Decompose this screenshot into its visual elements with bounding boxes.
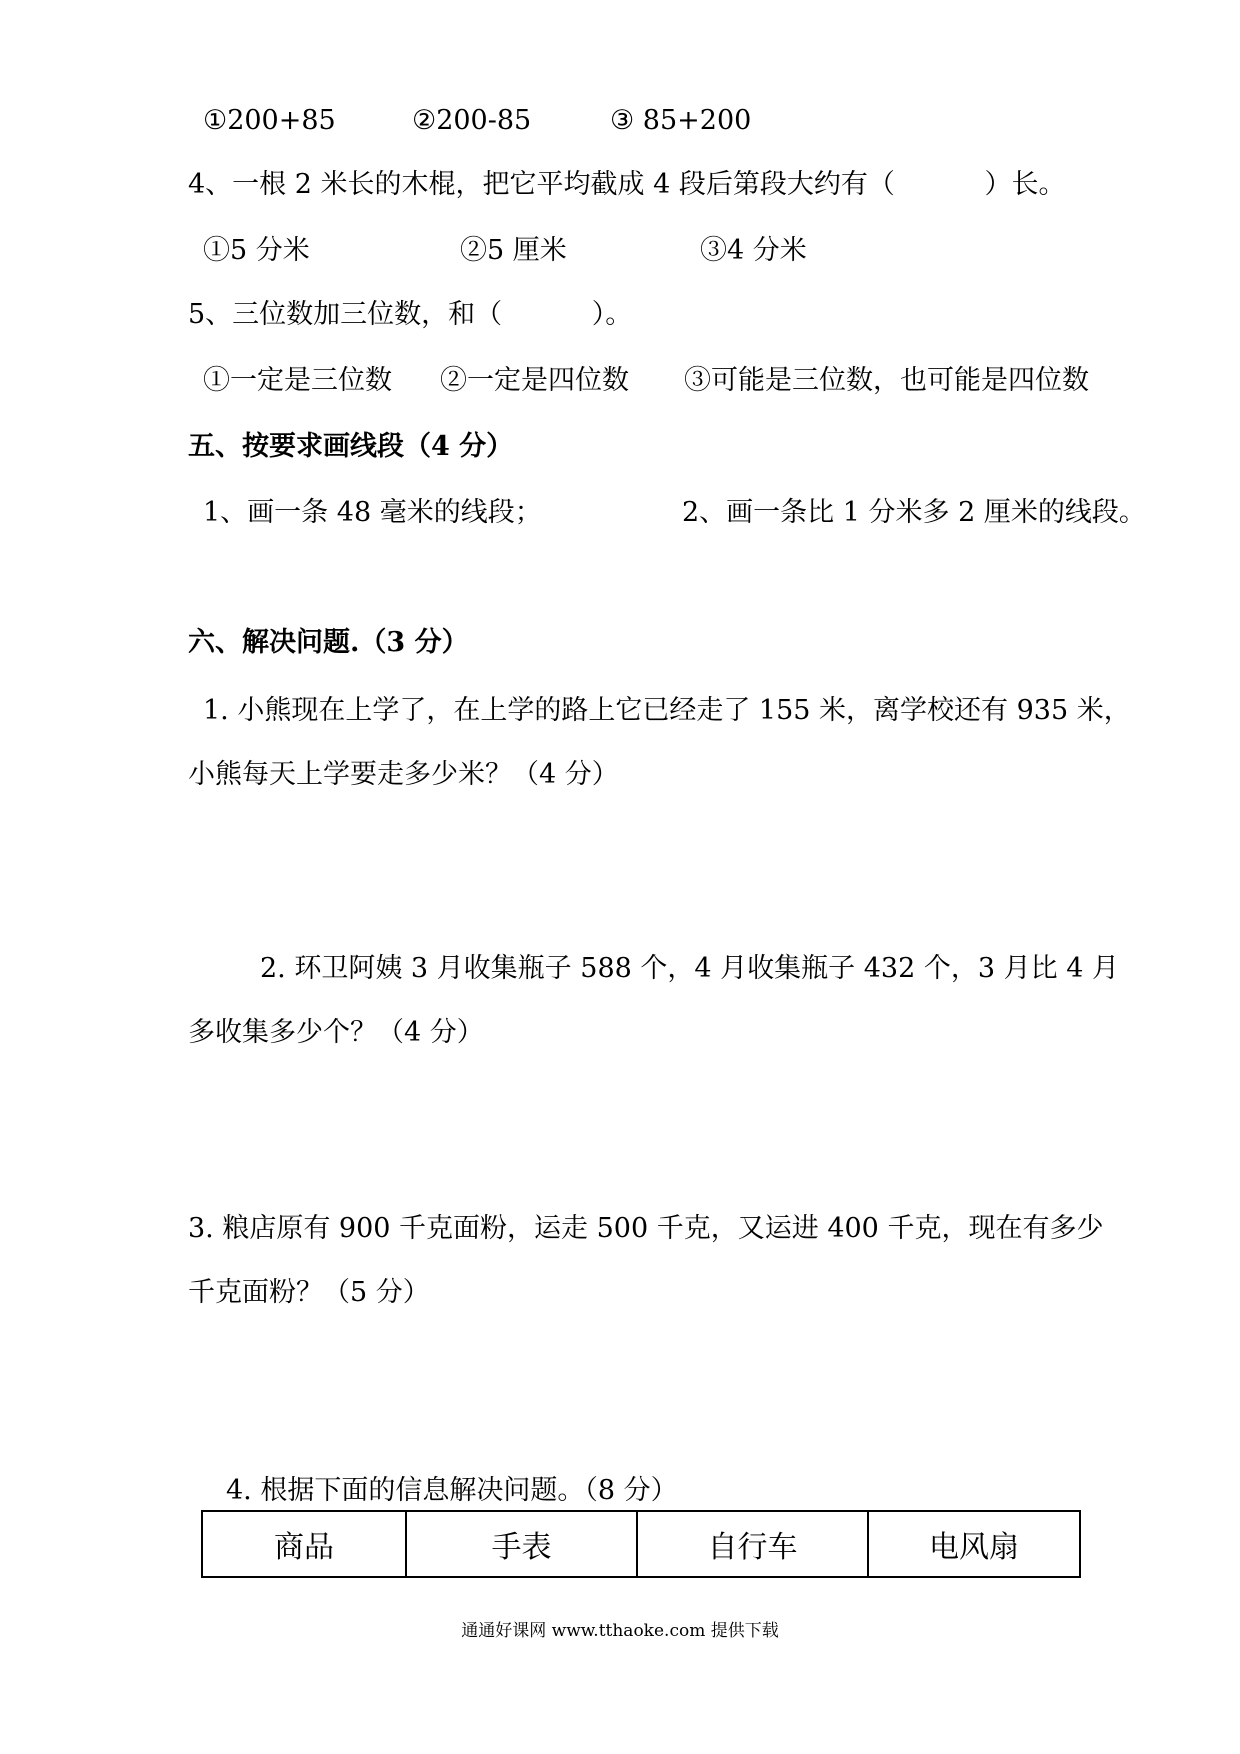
- table-header-cell: 手表: [406, 1511, 637, 1577]
- q5-option-2: ②一定是四位数: [440, 365, 629, 396]
- problem2-line1: 2. 环卫阿姨 3 月收集瓶子 588 个，4 月收集瓶子 432 个，3 月比 4 月: [260, 953, 1119, 984]
- q5-option-1: ①一定是三位数: [203, 365, 392, 396]
- q3-option-1: ①200+85: [203, 105, 336, 136]
- q4-option-2: ②5 厘米: [460, 235, 567, 266]
- section5-item-2: 2、画一条比 1 分米多 2 厘米的线段。: [682, 497, 1146, 528]
- footer-watermark: 通通好课网 www.tthaoke.com 提供下载: [461, 1621, 779, 1641]
- q5-stem: 5、三位数加三位数，和（ ）。: [188, 299, 633, 330]
- table-header-cell: 自行车: [637, 1511, 868, 1577]
- table-header-cell: 电风扇: [868, 1511, 1080, 1577]
- table-header-cell: 商品: [202, 1511, 406, 1577]
- q4-option-1: ①5 分米: [203, 235, 310, 266]
- q3-option-3: ③ 85+200: [610, 105, 752, 136]
- section6-heading: 六、解决问题.（3 分）: [188, 627, 469, 658]
- problem1-line1: 1. 小熊现在上学了，在上学的路上它已经走了 155 米，离学校还有 935 米，: [203, 695, 1131, 726]
- problem4-line1: 4. 根据下面的信息解决问题。（8 分）: [226, 1475, 678, 1506]
- section5-heading: 五、按要求画线段（4 分）: [188, 431, 514, 462]
- problem3-line2: 千克面粉？（5 分）: [188, 1277, 430, 1308]
- problem3-line1: 3. 粮店原有 900 千克面粉，运走 500 千克，又运进 400 千克，现在有多少: [188, 1213, 1104, 1244]
- q4-option-3: ③4 分米: [700, 235, 807, 266]
- table-row: [202, 1511, 1080, 1577]
- q4-stem: 4、一根 2 米长的木棍，把它平均截成 4 段后第段大约有（ ）长。: [188, 169, 1066, 200]
- section5-item-1: 1、画一条 48 毫米的线段；: [203, 497, 542, 528]
- goods-table: [201, 1510, 1081, 1578]
- q3-option-2: ②200-85: [412, 105, 532, 136]
- q5-option-3: ③可能是三位数，也可能是四位数: [684, 365, 1089, 396]
- problem2-line2: 多收集多少个？（4 分）: [188, 1017, 484, 1048]
- problem1-line2: 小熊每天上学要走多少米？（4 分）: [188, 759, 619, 790]
